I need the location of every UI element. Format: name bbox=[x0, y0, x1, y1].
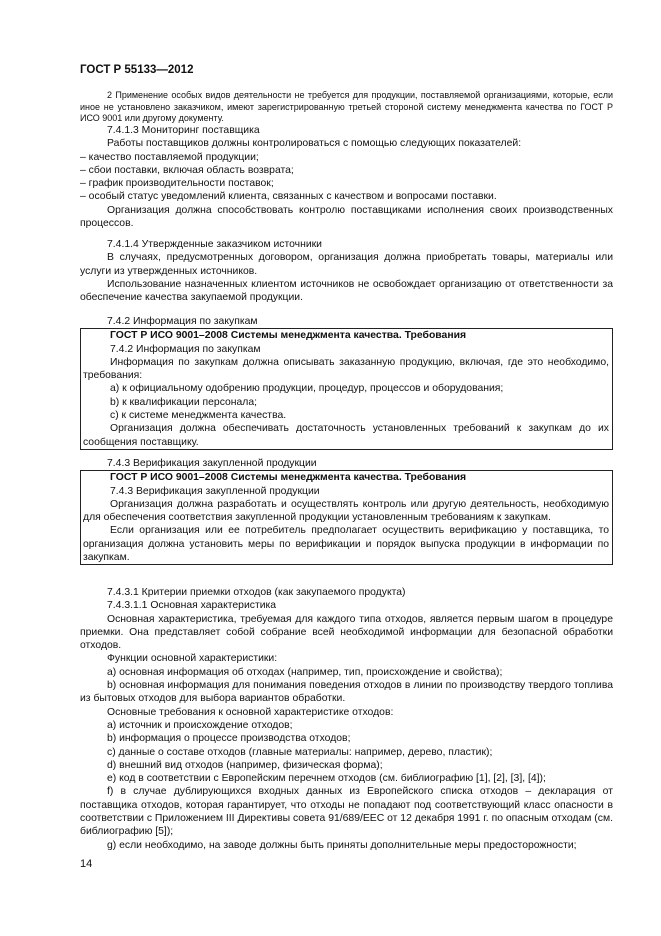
paragraph: Организация должна способствовать контролю поставщиками исполнения своих производственных процессов. bbox=[80, 204, 613, 230]
document-header: ГОСТ Р 55133—2012 bbox=[80, 64, 194, 76]
standard-title: ГОСТ Р ИСО 9001–2008 Системы менеджмента качества. Требования bbox=[110, 330, 467, 342]
list-item: b) информация о процессе производства отходов; bbox=[107, 733, 351, 745]
paragraph: Организация должна разработать и осуществлять контроль или другую деятельность, необходимую для обеспечения соответствия закупленной продукции установленным требованиям к закупкам. bbox=[83, 498, 609, 524]
list-item: b) основная информация для понимания поведения отходов в линии по производству твердого топлива из бытовых отходов для выбора вариантов обработки. bbox=[80, 680, 613, 705]
list-item: e) код в соответствии с Европейским перечнем отходов (см. библиографию [1], [2], [3], [4]); bbox=[107, 773, 546, 785]
section-subtitle: 7.4.3.1.1 Основная характеристика bbox=[107, 600, 277, 612]
section-title: 7.4.3.1 Критерии приемки отходов (как закупаемого продукта) bbox=[107, 587, 406, 598]
paragraph: В случаях, предусмотренных договором, организация должна приобретать товары, материалы или услуги из утвержденных источников. bbox=[80, 252, 613, 277]
section-7-4-2 bbox=[80, 315, 613, 450]
section-title: 7.4.1.3 Мониторинг поставщика bbox=[107, 125, 260, 136]
paragraph: Организация должна обеспечивать достаточность установленных требований к закупкам до их сообщения поставщику. bbox=[83, 423, 609, 448]
list-item: f) в случае дублирующихся входных данных из Европейского списка отходов – декларация от поставщика отходов, которая гарантирует, что отходы не попадают под соответствующий класс опасности в соответствии с Приложением III Директивы совета 91/689/EEC от 12 декабря 1991 г. по опасным отходам (см. библиографию [5]); bbox=[80, 786, 613, 838]
list-item: – особый статус уведомлений клиента, связанных с качеством и вопросами поставки. bbox=[80, 191, 497, 203]
paragraph: Информация по закупкам должна описывать заказанную продукцию, включая, где это необходимо, требования: bbox=[83, 356, 609, 382]
list-item: a) основная информация об отходах (например, тип, происхождение и свойства); bbox=[107, 666, 503, 678]
section-7-4-1-4 bbox=[80, 238, 613, 304]
list-item: g) если необходимо, на заводе должны быть приняты дополнительные меры предосторожности; bbox=[107, 839, 577, 851]
list-item: a) к официальному одобрению продукции, процедур, процессов и оборудования; bbox=[110, 383, 504, 395]
list-item: c) к системе менеджмента качества. bbox=[110, 410, 287, 422]
box-subtitle: 7.4.2 Информация по закупкам bbox=[110, 343, 261, 355]
list-item: – качество поставляемой продукции; bbox=[80, 151, 259, 163]
list-item: b) к квалификации персонала; bbox=[110, 396, 258, 408]
section-title: 7.4.3 Верификация закупленной продукции bbox=[107, 458, 317, 469]
paragraph: Работы поставщиков должны контролироваться с помощью следующих показателей: bbox=[107, 138, 522, 150]
page-number: 14 bbox=[80, 858, 93, 870]
list-item: c) данные о составе отходов (главные материалы: например, дерево, пластик); bbox=[107, 746, 493, 758]
section-7-4-3-1 bbox=[80, 586, 613, 852]
section-7-4-3 bbox=[80, 457, 613, 565]
list-item: a) источник и происхождение отходов; bbox=[107, 719, 293, 731]
box-subtitle: 7.4.3 Верификация закупленной продукции bbox=[110, 485, 320, 497]
list-item: d) внешний вид отходов (например, физическая форма); bbox=[107, 759, 383, 771]
section-7-4-1-3 bbox=[80, 124, 613, 230]
note-text: 2 Применение особых видов деятельности не требуется для продукции, поставляемой организациями, которые, если иное не установлено заказчиком, имеют зарегистрированную третьей стороной систему менеджмента качества по ГОСТ Р ИСО 9001 или другому документу. bbox=[80, 90, 613, 124]
note-2 bbox=[80, 90, 613, 125]
quoted-standard-box bbox=[80, 470, 613, 565]
list-item: – график производительности поставок; bbox=[80, 178, 274, 190]
paragraph: Использование назначенных клиентом источников не освобождает организацию от ответственности за обеспечение качества закупаемой продукции. bbox=[80, 278, 613, 304]
quoted-standard-box bbox=[80, 328, 613, 450]
paragraph: Основные требования к основной характеристике отходов: bbox=[107, 706, 394, 718]
section-title: 7.4.1.4 Утвержденные заказчиком источники bbox=[107, 239, 322, 250]
section-title: 7.4.2 Информация по закупкам bbox=[107, 316, 258, 327]
paragraph: Если организация или ее потребитель предполагает осуществить верификацию у поставщика, то организация должна установить меры по верификации и порядок выпуска продукции в информации по закупкам. bbox=[83, 525, 609, 564]
paragraph: Функции основной характеристики: bbox=[107, 653, 278, 665]
paragraph: Основная характеристика, требуемая для каждого типа отходов, является первым шагом в процедуре приемки. Она представляет собой собрание всей необходимой информации для безопасной обработки отходов. bbox=[80, 613, 613, 652]
standard-title: ГОСТ Р ИСО 9001–2008 Системы менеджмента качества. Требования bbox=[110, 472, 467, 484]
list-item: – сбои поставки, включая область возврата; bbox=[80, 164, 294, 176]
